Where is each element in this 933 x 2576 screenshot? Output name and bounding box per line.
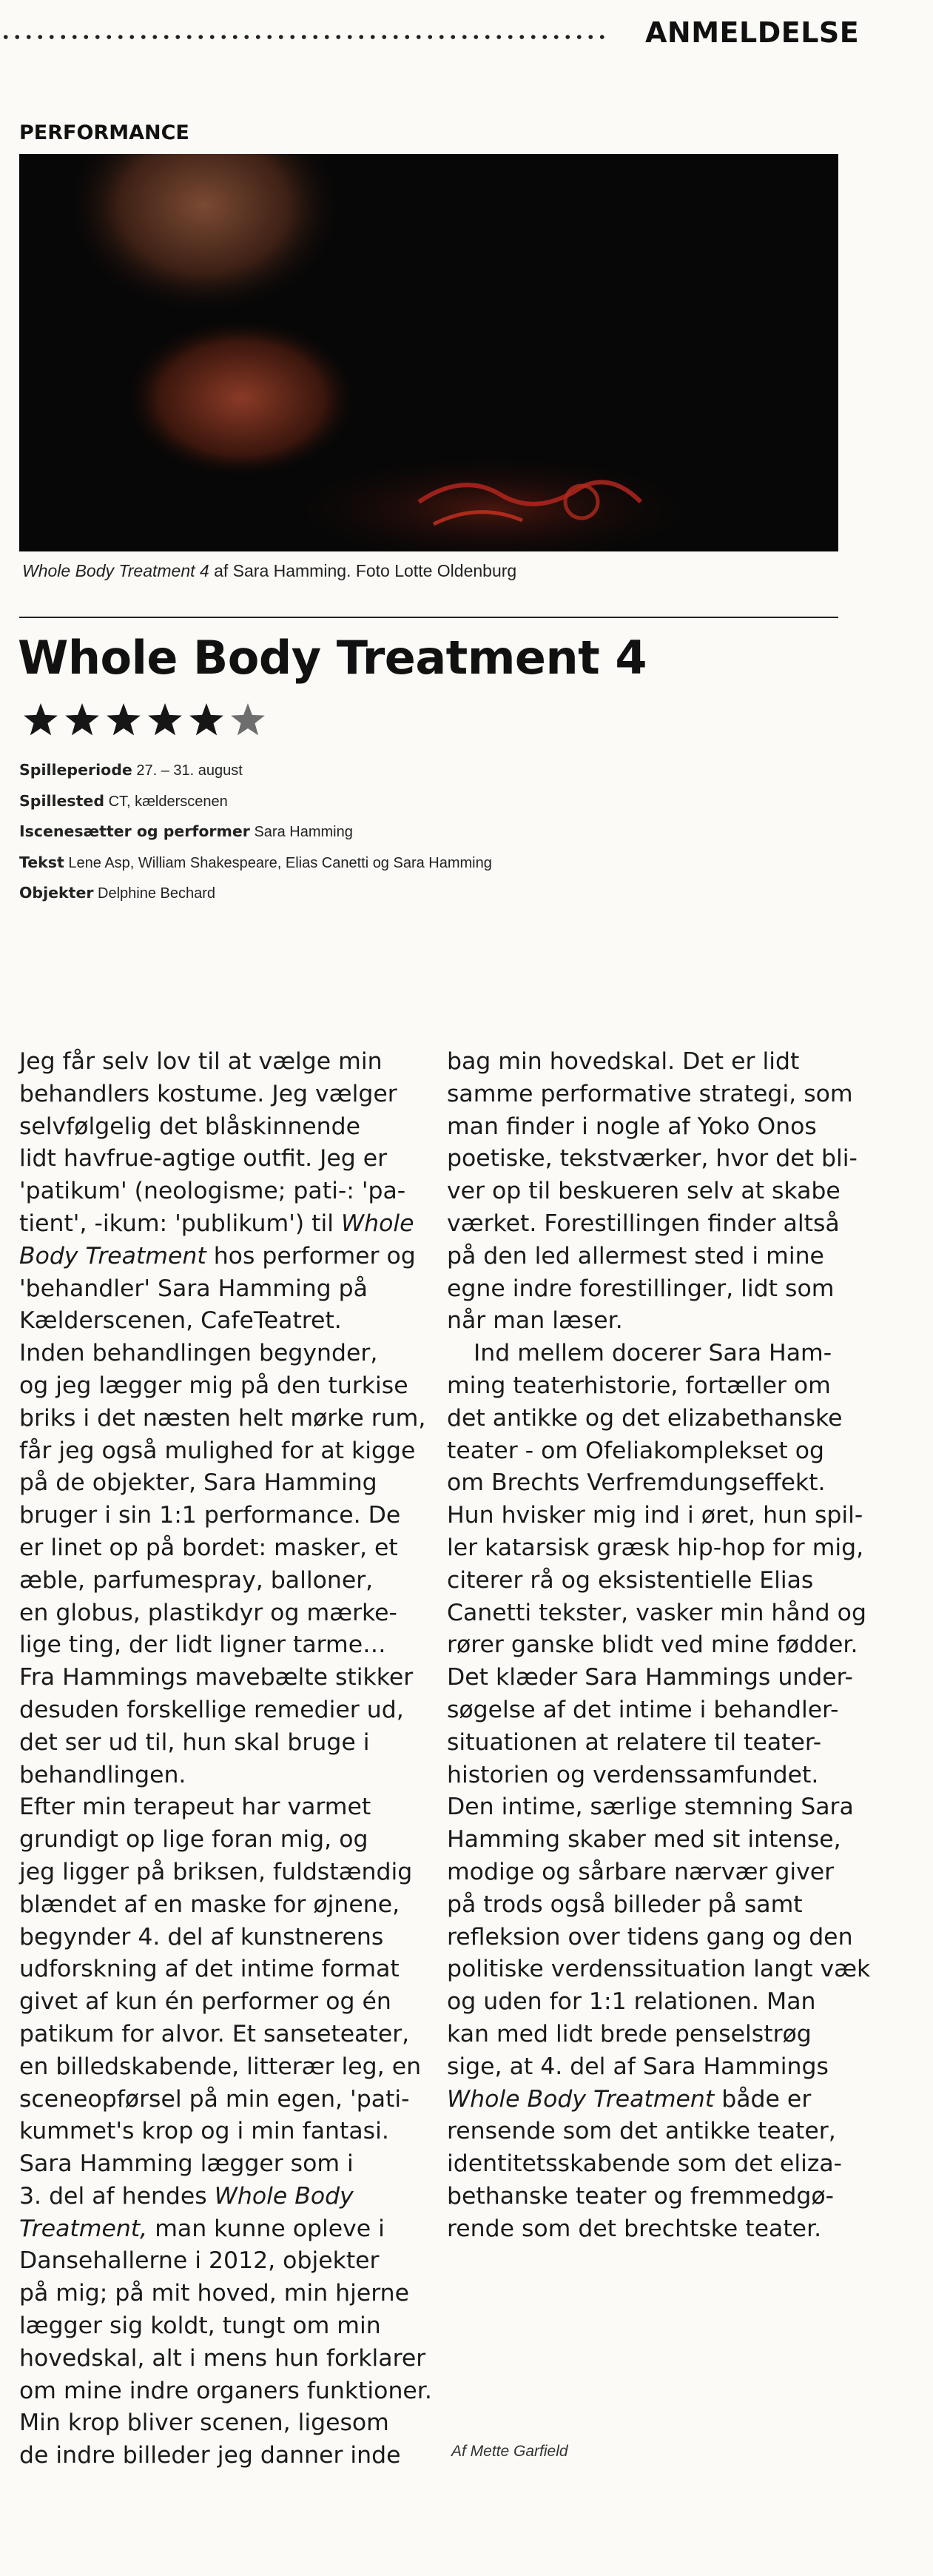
body-text-line: kan med lidt brede penselstrøg — [447, 2020, 812, 2047]
body-text-line: ver op til beskueren selv at skabe — [447, 1178, 841, 1205]
body-text-line: Treatment, man kunne opleve i — [19, 2215, 385, 2242]
performance-photo — [19, 154, 838, 551]
credit-row — [19, 848, 492, 879]
body-text-line: lige ting, der lidt ligner tarme… — [19, 1631, 386, 1659]
article-column-2 — [447, 1046, 871, 2245]
body-text-line: rende som det brechtske teater. — [447, 2215, 822, 2242]
credit-row — [19, 878, 492, 909]
body-text-line: udforskning af det intime format — [19, 1956, 400, 1983]
body-text-line: Dansehallerne i 2012, objekter — [19, 2247, 380, 2275]
body-text-line: Sara Hamming lægger som i — [19, 2150, 354, 2178]
body-text-line: patikum for alvor. Et sanseteater, — [19, 2020, 410, 2047]
body-text-line: kummet's krop og i min fantasi. — [19, 2118, 389, 2145]
photo-image — [19, 154, 838, 551]
body-text-line: bethanske teater og fremmedgø- — [447, 2182, 834, 2210]
body-text-line: værket. Forestillingen finder altså — [447, 1210, 840, 1237]
body-text-line: rører ganske blidt ved mine fødder. — [447, 1631, 858, 1659]
body-text-line: Jeg får selv lov til at vælge min — [19, 1048, 383, 1075]
star-filled-icon — [105, 702, 142, 739]
star-rating — [22, 702, 266, 739]
body-text-line: man finder i nogle af Yoko Onos — [447, 1113, 817, 1140]
category-label: PERFORMANCE — [19, 121, 189, 144]
body-text-line: hovedskal, alt i mens hun forklarer — [19, 2344, 426, 2372]
star-empty-icon — [229, 702, 266, 739]
body-text-line: Inden behandlingen begynder, — [19, 1340, 378, 1367]
body-text-line: en globus, plastikdyr og mærke- — [19, 1599, 397, 1626]
body-text-line: desuden forskellige remedier ud, — [19, 1696, 404, 1723]
body-text-line: ming teaterhistorie, fortæller om — [447, 1372, 831, 1399]
section-label: ANMELDELSE — [645, 16, 860, 49]
body-text-line: de indre billeder jeg danner inde — [19, 2442, 401, 2469]
body-text-line: jeg ligger på briksen, fuldstændig — [19, 1858, 413, 1885]
credit-value: Sara Hamming — [249, 824, 353, 840]
body-text-line: Den intime, særlige stemning Sara — [447, 1794, 854, 1821]
body-text-line: refleksion over tidens gang og den — [447, 1923, 853, 1951]
body-text-line: bag min hovedskal. Det er lidt — [447, 1048, 800, 1075]
body-text-line: modige og sårbare nærvær giver — [447, 1858, 835, 1885]
body-text-line: 3. del af hendes Whole Body — [19, 2182, 354, 2210]
star-filled-icon — [22, 702, 59, 739]
body-text-line: Hamming skaber med sit intense, — [447, 1826, 841, 1854]
body-text-line: Fra Hammings mavebælte stikker — [19, 1664, 414, 1691]
body-text-line: blændet af en maske for øjnene, — [19, 1891, 400, 1918]
body-text-line: på trods også billeder på samt — [447, 1891, 803, 1918]
body-text-line: identitetsskabende som det eliza- — [447, 2150, 843, 2178]
star-filled-icon — [146, 702, 183, 739]
body-text-line: rensende som det antikke teater, — [447, 2118, 836, 2145]
body-text-line: situationen at relatere til teater- — [447, 1728, 822, 1756]
body-text-line: det antikke og det elizabethanske — [447, 1404, 843, 1432]
credit-row — [19, 786, 492, 817]
body-text-line: ler katarsisk græsk hip-hop for mig, — [447, 1534, 864, 1561]
body-text-line: er linet op på bordet: masker, et — [19, 1534, 398, 1561]
credit-value: Lene Asp, William Shakespeare, Elias Canetti og Sara Hamming — [64, 854, 492, 871]
credit-label: Tekst — [19, 853, 64, 871]
body-text-line: behandlers kostume. Jeg vælger — [19, 1080, 397, 1107]
star-filled-icon — [188, 702, 225, 739]
body-text-line: det ser ud til, hun skal bruge i — [19, 1728, 370, 1756]
body-text-line: får jeg også mulighed for at kigge — [19, 1437, 416, 1464]
credit-value: 27. – 31. august — [132, 762, 243, 779]
body-text-line: lægger sig koldt, tungt om min — [19, 2312, 381, 2340]
body-text-line: poetiske, tekstværker, hvor det bli- — [447, 1145, 858, 1173]
article-column-1 — [19, 1046, 437, 2472]
body-text-line: historien og verdenssamfundet. — [447, 1761, 819, 1788]
dotted-rule — [0, 34, 610, 40]
body-text-line: Efter min terapeut har varmet — [19, 1794, 371, 1821]
body-text-line: lidt havfrue-agtige outfit. Jeg er — [19, 1145, 388, 1173]
body-text-line: Ind mellem docerer Sara Ham- — [474, 1340, 832, 1367]
body-text-line: Canetti tekster, vasker min hånd og — [447, 1599, 866, 1626]
credit-label: Objekter — [19, 884, 94, 902]
body-text-line: behandlingen. — [19, 1761, 186, 1788]
body-text-line: Whole Body Treatment både er — [447, 2085, 812, 2113]
body-text-line: Det klæder Sara Hammings under- — [447, 1664, 853, 1691]
body-text-line: på den led allermest sted i mine — [447, 1242, 824, 1269]
body-text-line: bruger i sin 1:1 performance. De — [19, 1502, 401, 1529]
body-text-line: egne indre forestillinger, lidt som — [447, 1275, 835, 1302]
body-text-line: Hun hvisker mig ind i øret, hun spil- — [447, 1502, 863, 1529]
body-text-line: citerer rå og eksistentielle Elias — [447, 1566, 814, 1594]
body-text-line: på de objekter, Sara Hamming — [19, 1469, 377, 1497]
body-text-line: sige, at 4. del af Sara Hammings — [447, 2053, 829, 2080]
body-text-line: 'patikum' (neologisme; pati-: 'pa- — [19, 1178, 406, 1205]
body-text-line: grundigt op lige foran mig, og — [19, 1826, 368, 1854]
credits-list — [19, 755, 492, 909]
body-text-line: politiske verdenssituation langt væk — [447, 1956, 871, 1983]
body-text-line: når man læser. — [447, 1307, 623, 1335]
body-text-line: briks i det næsten helt mørke rum, — [19, 1404, 426, 1432]
body-text-line: æble, parfumespray, balloner, — [19, 1566, 374, 1594]
body-text-line: og jeg lægger mig på den turkise — [19, 1372, 408, 1399]
body-text-line: givet af kun én performer og én — [19, 1988, 391, 2016]
photo-caption: Whole Body Treatment 4 af Sara Hamming. Foto Lotte Oldenburg — [22, 561, 517, 580]
credit-label: Spillested — [19, 791, 105, 810]
credit-label: Spilleperiode — [19, 761, 132, 779]
body-text-line: Kælderscenen, CafeTeatret. — [19, 1307, 342, 1335]
body-text-line: selvfølgelig det blåskinnende — [19, 1113, 361, 1140]
body-text-line: Min krop bliver scenen, ligesom — [19, 2409, 389, 2437]
byline: Af Mette Garfield — [451, 2443, 568, 2460]
body-text-line: på mig; på mit hoved, min hjerne — [19, 2280, 410, 2307]
body-text-line: begynder 4. del af kunstnerens — [19, 1923, 384, 1951]
body-text-line: tient', -ikum: 'publikum') til Whole — [19, 1210, 414, 1237]
body-text-line: sceneopførsel på min egen, 'pati- — [19, 2085, 410, 2113]
body-text-line: 'behandler' Sara Hamming på — [19, 1275, 368, 1302]
body-text-line: Body Treatment hos performer og — [19, 1242, 416, 1269]
credit-row — [19, 816, 492, 848]
credit-value: Delphine Bechard — [93, 885, 216, 902]
credit-row — [19, 755, 492, 786]
body-text-line: samme performative strategi, som — [447, 1080, 853, 1107]
body-text-line: teater - om Ofeliakomplekset og — [447, 1437, 825, 1464]
body-text-line: søgelse af det intime i behandler- — [447, 1696, 839, 1723]
star-filled-icon — [64, 702, 101, 739]
body-text-line: en billedskabende, litterær leg, en — [19, 2053, 422, 2080]
body-text-line: om Brechts Verfremdungseffekt. — [447, 1469, 826, 1497]
credit-label: Iscenesætter og performer — [19, 822, 250, 840]
body-text-line: og uden for 1:1 relationen. Man — [447, 1988, 816, 2016]
credit-value: CT, kælderscenen — [104, 793, 228, 810]
body-text-line: om mine indre organers funktioner. — [19, 2377, 432, 2404]
title-rule — [19, 617, 838, 618]
article-title: Whole Body Treatment 4 — [18, 631, 647, 685]
